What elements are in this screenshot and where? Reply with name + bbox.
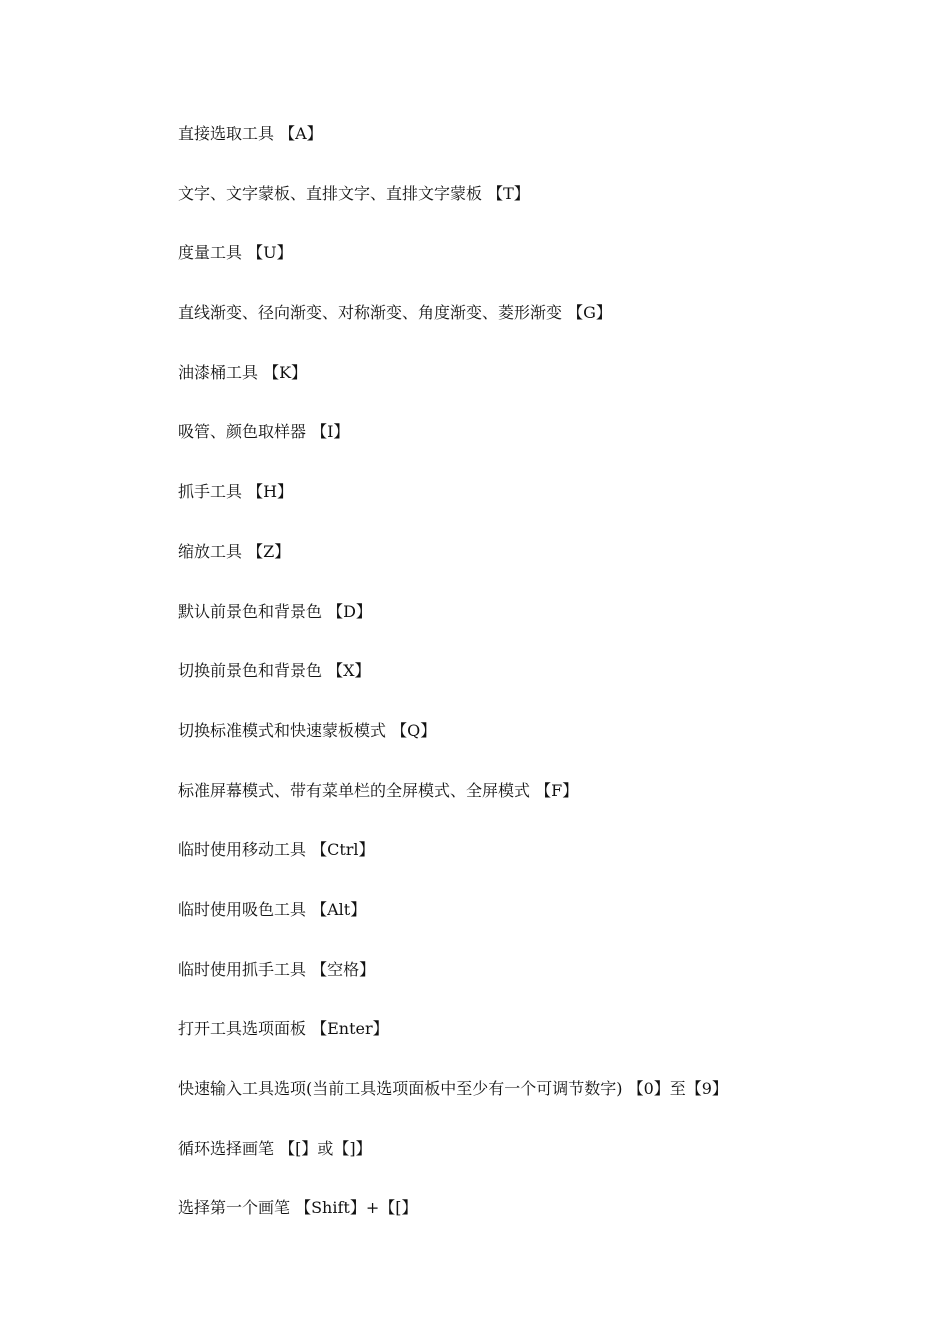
shortcut-list bbox=[178, 120, 878, 1254]
shortcut-line: 快速输入工具选项(当前工具选项面板中至少有一个可调节数字) 【0】至【9】 bbox=[178, 1079, 728, 1098]
shortcut-line: 标准屏幕模式、带有菜单栏的全屏模式、全屏模式 【F】 bbox=[178, 780, 579, 800]
shortcut-line: 吸管、颜色取样器 【I】 bbox=[178, 422, 350, 442]
shortcut-line: 缩放工具 【Z】 bbox=[178, 541, 291, 561]
shortcut-line: 油漆桶工具 【K】 bbox=[178, 362, 308, 382]
shortcut-line: 默认前景色和背景色 【D】 bbox=[178, 601, 372, 621]
shortcut-line: 循环选择画笔 【[】或【]】 bbox=[178, 1138, 372, 1158]
shortcut-line: 选择第一个画笔 【Shift】+【[】 bbox=[178, 1198, 418, 1218]
shortcut-line: 切换标准模式和快速蒙板模式 【Q】 bbox=[178, 720, 437, 740]
shortcut-line: 直接选取工具 【A】 bbox=[178, 124, 323, 143]
shortcut-line: 切换前景色和背景色 【X】 bbox=[178, 661, 371, 681]
shortcut-line: 直线渐变、径向渐变、对称渐变、角度渐变、菱形渐变 【G】 bbox=[178, 303, 612, 323]
shortcut-line: 度量工具 【U】 bbox=[178, 243, 293, 263]
shortcut-line: 临时使用吸色工具 【Alt】 bbox=[178, 899, 367, 919]
shortcut-line: 抓手工具 【H】 bbox=[178, 482, 294, 502]
shortcut-line: 临时使用抓手工具 【空格】 bbox=[178, 959, 376, 979]
shortcut-line: 打开工具选项面板 【Enter】 bbox=[178, 1019, 389, 1039]
shortcut-line: 文字、文字蒙板、直排文字、直排文字蒙板 【T】 bbox=[178, 183, 530, 203]
shortcut-line: 临时使用移动工具 【Ctrl】 bbox=[178, 840, 375, 860]
